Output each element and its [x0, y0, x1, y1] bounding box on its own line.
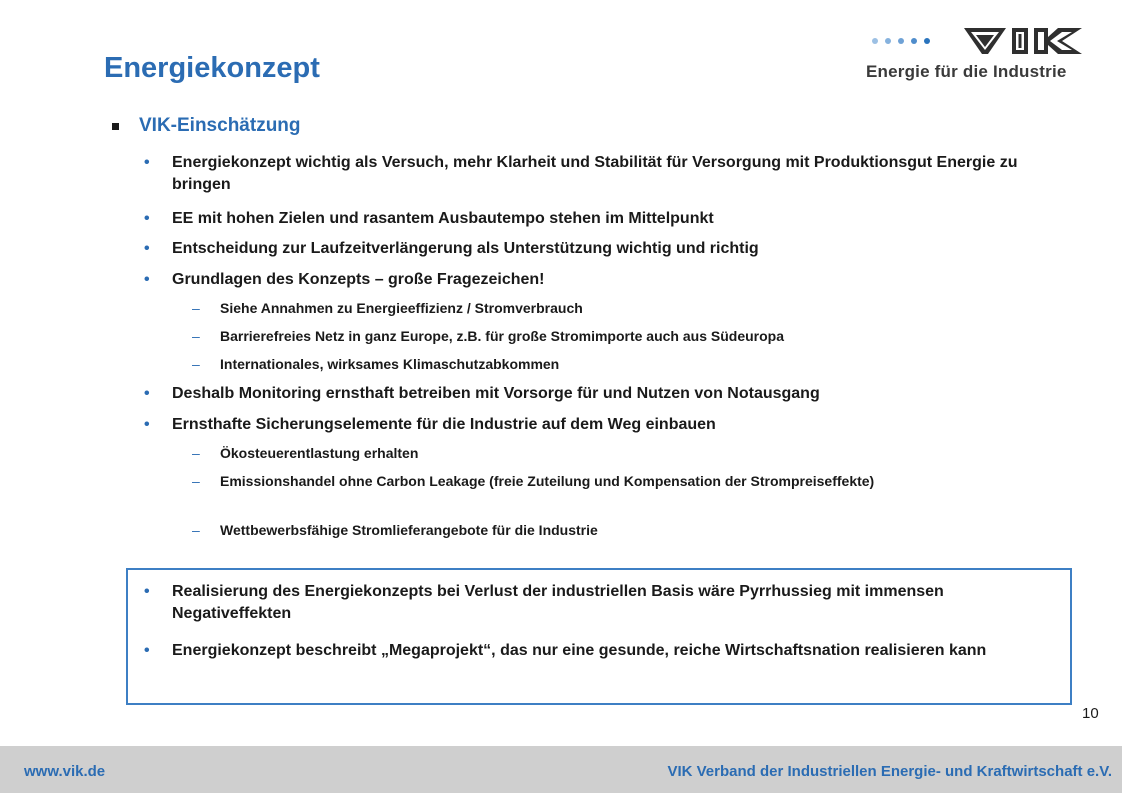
logo-dots: [872, 38, 930, 44]
bullet-text: Energiekonzept wichtig als Versuch, mehr Klarheit und Stabilität für Versorgung mit Produktionsgut Energie zu bringen: [172, 154, 1018, 193]
bullet-icon: •: [144, 642, 150, 659]
bullet-icon: •: [144, 385, 150, 402]
footer-organization: VIK Verband der Industriellen Energie- und Kraftwirtschaft e.V.: [667, 763, 1112, 780]
bullet-item: [144, 414, 1044, 436]
bullet-text: Deshalb Monitoring ernsthaft betreiben mit Vorsorge für und Nutzen von Notausgang: [172, 385, 820, 402]
bullet-text: EE mit hohen Zielen und rasantem Ausbautempo stehen im Mittelpunkt: [172, 210, 714, 227]
section-heading: [112, 115, 301, 137]
bullet-item: [144, 208, 1044, 230]
dash-icon: –: [192, 328, 200, 344]
box-bullet-item: [144, 640, 1044, 662]
bullet-text: Entscheidung zur Laufzeitverlängerung als Unterstützung wichtig und richtig: [172, 240, 759, 257]
sub-bullet-item: [192, 472, 952, 491]
square-bullet-icon: [112, 123, 119, 130]
box-bullet-item: [144, 581, 1044, 625]
sub-bullet-text: Barrierefreies Netz in ganz Europe, z.B. für große Stromimporte auch aus Südeuropa: [220, 328, 784, 344]
logo-dot-2: [885, 38, 891, 44]
bullet-item: [144, 152, 1044, 196]
bullet-icon: •: [144, 583, 150, 600]
box-bullet-text: Energiekonzept beschreibt „Megaprojekt“, das nur eine gesunde, reiche Wirtschaftsnation realisieren kann: [172, 642, 987, 659]
box-bullet-text: Realisierung des Energiekonzepts bei Verlust der industriellen Basis wäre Pyrrhussieg mit immensen Negativeffekten: [172, 583, 944, 622]
bullet-icon: •: [144, 271, 150, 288]
dash-icon: –: [192, 473, 200, 489]
bullet-item: [144, 238, 1044, 260]
logo-dot-4: [911, 38, 917, 44]
bullet-icon: •: [144, 154, 150, 171]
bullet-text: Ernsthafte Sicherungselemente für die Industrie auf dem Weg einbauen: [172, 416, 716, 433]
logo-dot-1: [872, 38, 878, 44]
dash-icon: –: [192, 522, 200, 538]
sub-bullet-item: [192, 521, 952, 540]
bullet-icon: •: [144, 240, 150, 257]
bullet-icon: •: [144, 416, 150, 433]
logo-dot-5: [924, 38, 930, 44]
sub-bullet-text: Ökosteuerentlastung erhalten: [220, 445, 419, 461]
dash-icon: –: [192, 356, 200, 372]
vik-logo: [862, 24, 1090, 86]
bullet-icon: •: [144, 210, 150, 227]
sub-bullet-item: [192, 444, 952, 463]
logo-tagline: Energie für die Industrie: [866, 62, 1067, 81]
sub-bullet-text: Emissionshandel ohne Carbon Leakage (freie Zuteilung und Kompensation der Strompreiseffekte): [220, 473, 875, 489]
sub-bullet-text: Internationales, wirksames Klimaschutzabkommen: [220, 356, 560, 372]
sub-bullet-text: Siehe Annahmen zu Energieeffizienz / Stromverbrauch: [220, 300, 583, 316]
logo-dot-3: [898, 38, 904, 44]
sub-bullet-item: [192, 299, 952, 318]
bullet-text: Grundlagen des Konzepts – große Fragezeichen!: [172, 271, 545, 288]
sub-bullet-text: Wettbewerbsfähige Stromlieferangebote für die Industrie: [220, 522, 598, 538]
bullet-item: [144, 383, 1044, 405]
vik-wordmark-icon: [962, 24, 1086, 58]
sub-bullet-item: [192, 355, 952, 374]
dash-icon: –: [192, 445, 200, 461]
bullet-item: [144, 269, 1044, 291]
page-number: 10: [1082, 705, 1099, 722]
section-heading-text: VIK-Einschätzung: [139, 115, 301, 136]
footer-bar: [0, 746, 1122, 793]
dash-icon: –: [192, 300, 200, 316]
page-title: Energiekonzept: [104, 52, 320, 84]
footer-website-link[interactable]: www.vik.de: [24, 763, 106, 780]
sub-bullet-item: [192, 327, 952, 346]
